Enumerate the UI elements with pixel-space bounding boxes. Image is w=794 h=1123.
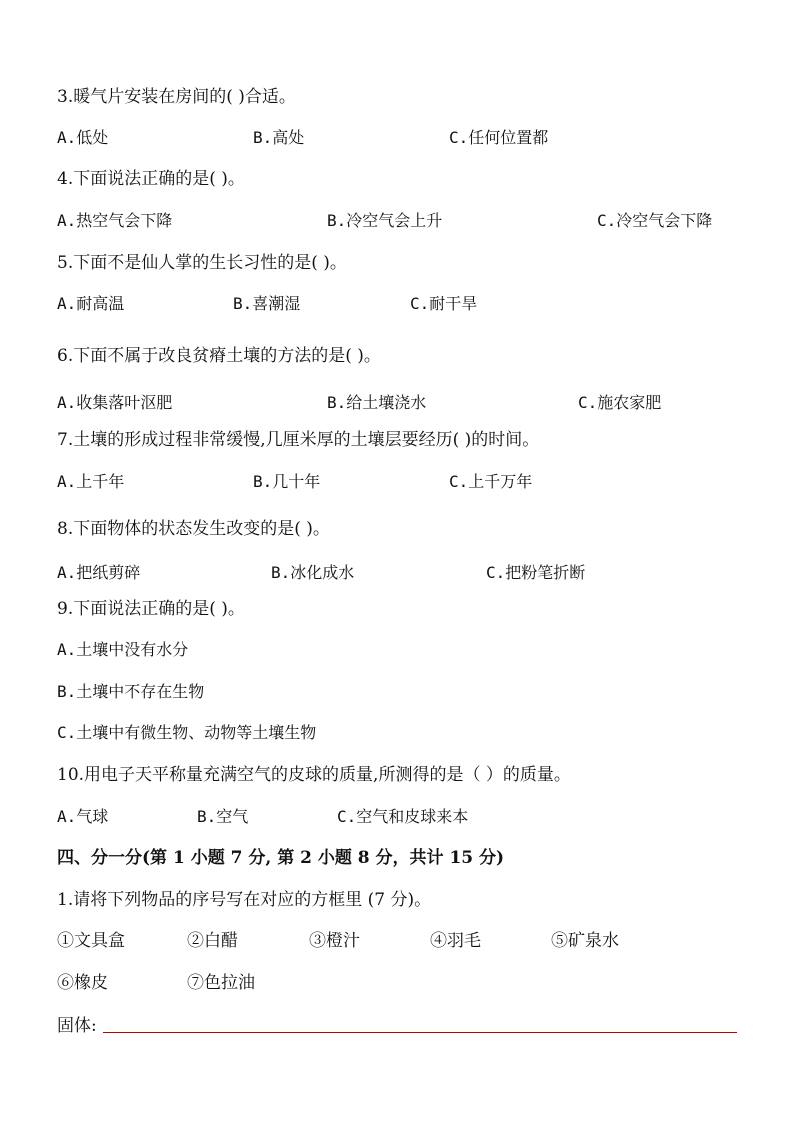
question-3-stem: 3.暖气片安装在房间的( )合适。 <box>57 87 296 107</box>
section-4-heading: 四、分一分(第 1 小题 7 分, 第 2 小题 8 分，共计 15 分) <box>57 848 505 868</box>
item-3: ③橙汁 <box>309 931 360 951</box>
question-6-option-c: C.施农家肥 <box>578 393 662 412</box>
question-9-option-c: C.土壤中有微生物、动物等土壤生物 <box>57 723 317 742</box>
question-9-stem: 9.下面说法正确的是( )。 <box>57 599 245 619</box>
question-7-option-a: A.上千年 <box>57 472 125 491</box>
question-9-option-b: B.土壤中不存在生物 <box>57 682 205 701</box>
question-10-stem: 10.用电子天平称量充满空气的皮球的质量,所测得的是（ ）的质量。 <box>57 765 571 785</box>
question-8-option-c: C.把粉笔折断 <box>486 563 586 582</box>
question-7-stem: 7.土壤的形成过程非常缓慢,几厘米厚的土壤层要经历( )的时间。 <box>57 430 540 450</box>
question-10-option-b: B.空气 <box>197 807 249 826</box>
section-4-question-1: 1.请将下列物品的序号写在对应的方框里 (7 分)。 <box>57 890 432 910</box>
question-7-option-b: B.几十年 <box>253 472 321 491</box>
question-4-stem: 4.下面说法正确的是( )。 <box>57 169 245 189</box>
question-6-stem: 6.下面不属于改良贫瘠土壤的方法的是( )。 <box>57 346 381 366</box>
question-6-option-b: B.给土壤浇水 <box>327 393 427 412</box>
solid-answer-blank[interactable] <box>103 1032 737 1033</box>
question-10-option-a: A.气球 <box>57 807 109 826</box>
item-2: ②白醋 <box>187 931 238 951</box>
item-5: ⑤矿泉水 <box>551 931 619 951</box>
question-3-option-c: C.任何位置都 <box>449 128 549 147</box>
item-1: ①文具盒 <box>57 931 125 951</box>
question-8-option-b: B.冰化成水 <box>271 563 355 582</box>
item-6: ⑥橡皮 <box>57 973 108 993</box>
item-7: ⑦色拉油 <box>187 973 255 993</box>
question-9-option-a: A.土壤中没有水分 <box>57 640 189 659</box>
question-8-option-a: A.把纸剪碎 <box>57 563 141 582</box>
question-3-option-b: B.高处 <box>253 128 305 147</box>
question-10-option-c: C.空气和皮球来本 <box>337 807 469 826</box>
question-4-option-c: C.冷空气会下降 <box>597 211 713 230</box>
question-4-option-b: B.冷空气会上升 <box>327 211 443 230</box>
question-5-option-c: C.耐干旱 <box>410 294 478 313</box>
question-7-option-c: C.上千万年 <box>449 472 533 491</box>
question-5-stem: 5.下面不是仙人掌的生长习性的是( )。 <box>57 253 347 273</box>
question-6-option-a: A.收集落叶沤肥 <box>57 393 173 412</box>
question-3-option-a: A.低处 <box>57 128 109 147</box>
question-5-option-a: A.耐高温 <box>57 294 125 313</box>
question-5-option-b: B.喜潮湿 <box>233 294 301 313</box>
item-4: ④羽毛 <box>430 931 481 951</box>
question-4-option-a: A.热空气会下降 <box>57 211 173 230</box>
question-8-stem: 8.下面物体的状态发生改变的是( )。 <box>57 519 330 539</box>
solid-label: 固体: <box>57 1016 97 1036</box>
